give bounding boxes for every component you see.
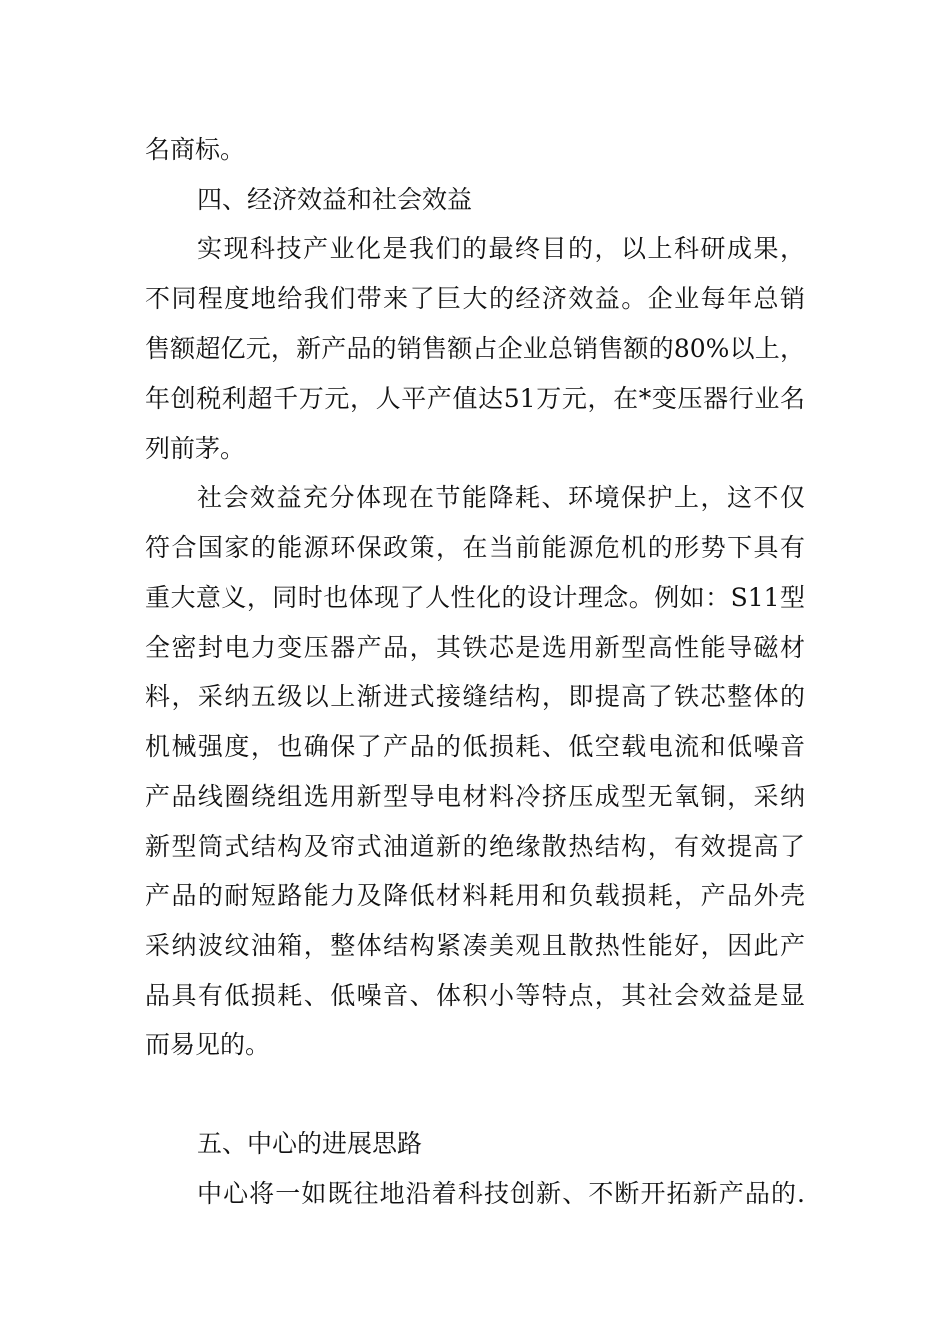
text-line: 采纳波纹油箱，整体结构紧凑美观且散热性能好，因此产 xyxy=(145,931,805,960)
text-line: 符合国家的能源环保政策，在当前能源危机的形势下具有 xyxy=(145,533,805,562)
text-line: 产品的耐短路能力及降低材料耗用和负载损耗，产品外壳 xyxy=(145,881,805,910)
text-line: 售额超亿元，新产品的销售额占企业总销售额的80%以上， xyxy=(145,334,805,363)
text-line: 重大意义，同时也体现了人性化的设计理念。例如：S11型 xyxy=(145,583,805,612)
text-line: 产品线圈绕组选用新型导电材料冷挤压成型无氧铜，采纳 xyxy=(145,782,805,811)
text-line: 而易见的。 xyxy=(145,1030,271,1059)
section-heading: 五、中心的进展思路 xyxy=(197,1129,423,1158)
text-line: 不同程度地给我们带来了巨大的经济效益。企业每年总销 xyxy=(145,284,805,313)
text-line: 名商标。 xyxy=(145,135,246,164)
text-line: 社会效益充分体现在节能降耗、环境保护上，这不仅 xyxy=(197,483,805,512)
text-line: 新型筒式结构及帘式油道新的绝缘散热结构，有效提高了 xyxy=(145,832,805,861)
text-line: 中心将一如既往地沿着科技创新、不断开拓新产品的. xyxy=(197,1179,805,1208)
text-line: 料，采纳五级以上渐进式接缝结构，即提高了铁芯整体的 xyxy=(145,682,805,711)
text-line: 品具有低损耗、低噪音、体积小等特点，其社会效益是显 xyxy=(145,981,805,1010)
text-line: 全密封电力变压器产品，其铁芯是选用新型高性能导磁材 xyxy=(145,633,805,662)
text-line: 实现科技产业化是我们的最终目的，以上科研成果， xyxy=(197,234,805,263)
text-line: 机械强度，也确保了产品的低损耗、低空载电流和低噪音 xyxy=(145,732,805,761)
text-line: 列前茅。 xyxy=(145,434,246,463)
text-line: 年创税利超千万元，人平产值达51万元，在*变压器行业名 xyxy=(145,384,805,413)
section-heading: 四、经济效益和社会效益 xyxy=(197,185,473,214)
